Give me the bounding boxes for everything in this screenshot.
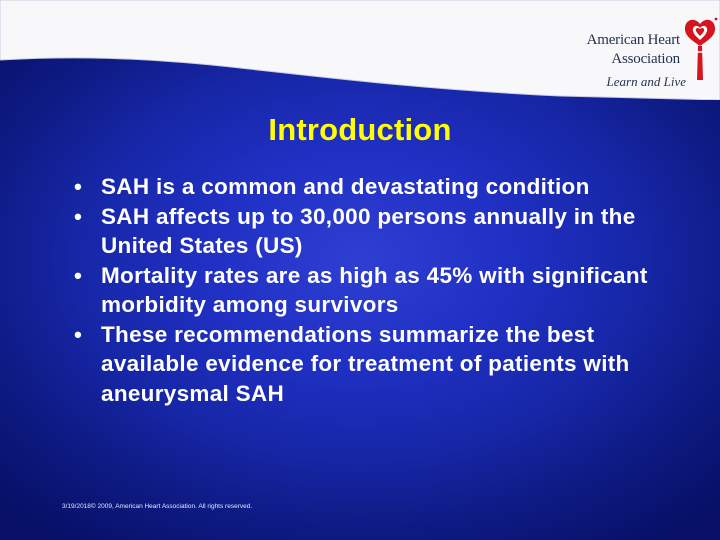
copyright-footer: 3/19/2018© 2009, American Heart Association. All rights reserved. bbox=[62, 503, 253, 510]
logo-org-line1: American Heart bbox=[586, 32, 680, 48]
bullet-item-4 bbox=[72, 320, 672, 409]
bullet-icon: • bbox=[74, 262, 83, 288]
logo-org-name bbox=[556, 31, 680, 69]
bullet-item-3 bbox=[72, 261, 672, 320]
heart-torch-icon bbox=[680, 16, 720, 82]
logo-tagline: Learn and Live bbox=[606, 74, 686, 89]
bullet-icon: • bbox=[74, 203, 83, 229]
slide-title: Introduction bbox=[268, 112, 452, 147]
bullet-text-2: SAH affects up to 30,000 persons annually in the United States (US) bbox=[101, 203, 636, 258]
bullet-icon: • bbox=[74, 321, 83, 347]
bullet-icon: • bbox=[74, 174, 83, 199]
bullet-item-2 bbox=[72, 202, 672, 261]
bullet-item-1 bbox=[72, 172, 672, 202]
logo-org-line2: Association bbox=[611, 51, 680, 67]
bullet-list bbox=[72, 172, 672, 408]
aha-logo bbox=[548, 14, 720, 100]
bullet-text-4: These recommendations summarize the best available evidence for treatment of patients with aneurysmal SAH bbox=[101, 321, 630, 406]
bullet-text-1: SAH is a common and devastating condition bbox=[101, 174, 590, 199]
bullet-text-3: Mortality rates are as high as 45% with significant morbidity among survivors bbox=[101, 262, 648, 317]
